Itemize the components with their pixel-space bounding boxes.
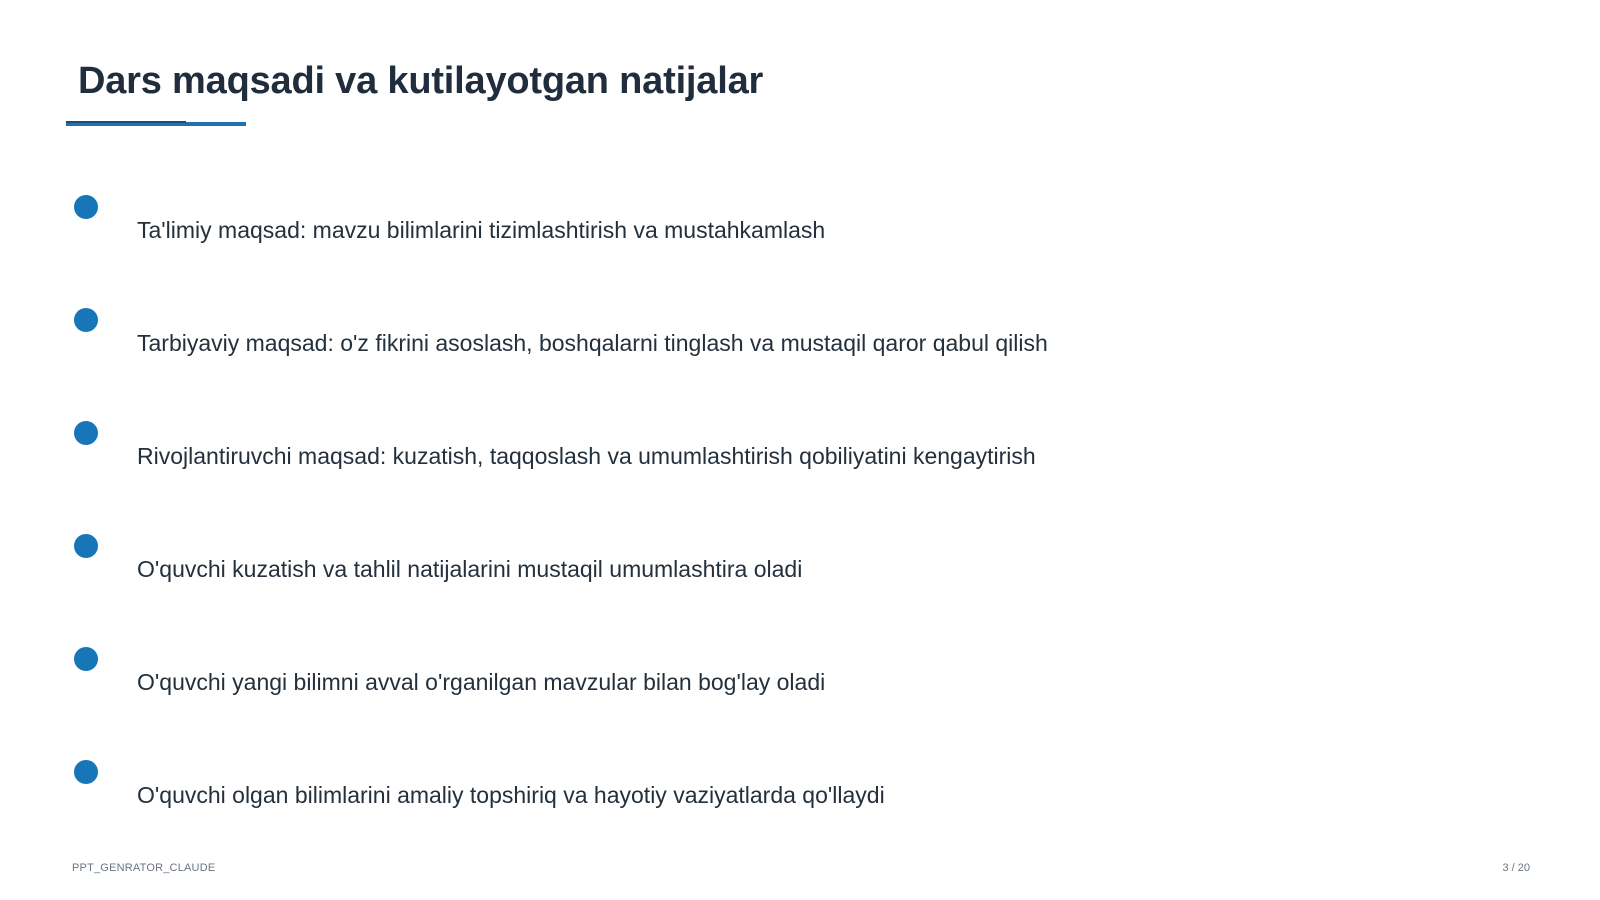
bullet-dot-icon bbox=[74, 195, 98, 219]
bullet-text: O'quvchi olgan bilimlarini amaliy topshiriq va hayotiy vaziyatlarda qo'llaydi bbox=[137, 782, 885, 808]
bullet-item bbox=[0, 760, 1500, 820]
bullet-text: Ta'limiy maqsad: mavzu bilimlarini tizimlashtirish va mustahkamlash bbox=[137, 217, 826, 243]
bullet-item bbox=[0, 534, 1500, 594]
page-number: 3 / 20 bbox=[1502, 862, 1530, 874]
title-underline-accent bbox=[66, 121, 186, 123]
bullet-item bbox=[0, 647, 1500, 707]
bullet-text: Tarbiyaviy maqsad: o'z fikrini asoslash, boshqalarni tinglash va mustaqil qaror qabul qilish bbox=[137, 330, 1048, 356]
bullet-item bbox=[0, 421, 1500, 481]
bullet-text: Rivojlantiruvchi maqsad: kuzatish, taqqoslash va umumlashtirish qobiliyatini kengaytirish bbox=[137, 443, 1036, 469]
bullet-dot-icon bbox=[74, 308, 98, 332]
bullet-dot-icon bbox=[74, 760, 98, 784]
bullet-text: O'quvchi yangi bilimni avval o'rganilgan mavzular bilan bog'lay oladi bbox=[137, 669, 826, 695]
bullet-text: O'quvchi kuzatish va tahlil natijalarini mustaqil umumlashtira oladi bbox=[137, 556, 803, 582]
bullet-dot-icon bbox=[74, 647, 98, 671]
bullet-item bbox=[0, 308, 1500, 368]
bullet-item bbox=[0, 195, 1500, 255]
bullet-dot-icon bbox=[74, 421, 98, 445]
footer-source: PPT_GENRATOR_CLAUDE bbox=[72, 862, 216, 874]
bullet-dot-icon bbox=[74, 534, 98, 558]
slide-title: Dars maqsadi va kutilayotgan natijalar bbox=[78, 60, 764, 102]
